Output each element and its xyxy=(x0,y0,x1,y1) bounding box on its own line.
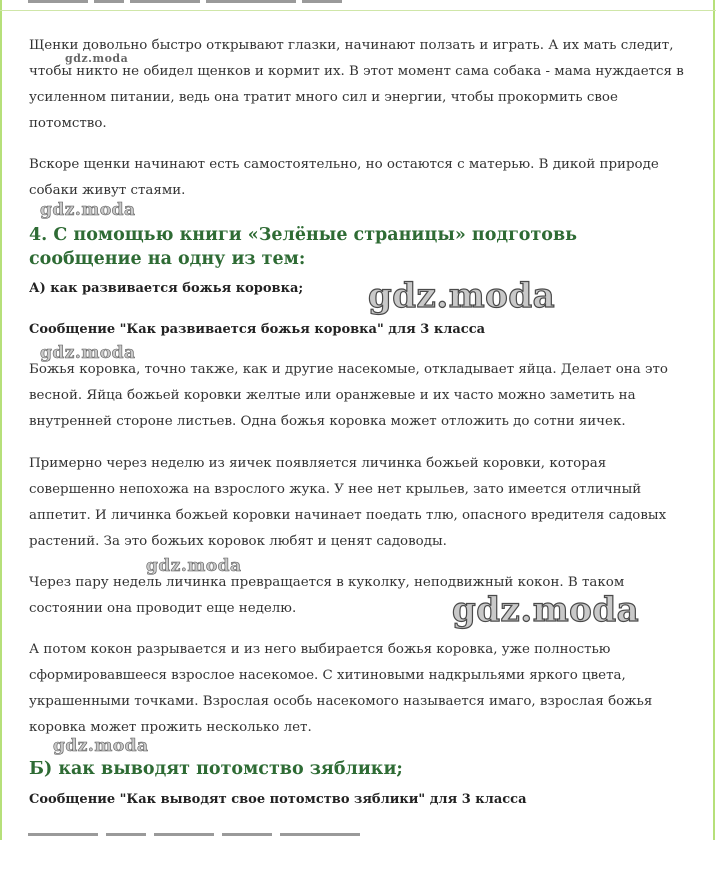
cut-off-text-bottom xyxy=(28,833,448,839)
paragraph-ladybug-2: Примерно через неделю из яичек появляется личинка божьей коровки, которая совершенно непохожа на взрослого жука. У нее нет крыльев, зато имеется отличный аппетит. И личинка божьей коровки начинает поедать тлю, опасного вредителя садовых растений. За это божьих коровок любят и ценят садоводы. xyxy=(29,456,667,549)
watermark: gdz.moda xyxy=(40,343,136,363)
paragraph-ladybug-3: Через пару недель личинка превращается в куколку, неподвижный кокон. В таком состоянии она проводит еще неделю. xyxy=(29,575,625,616)
message-a-title: Сообщение "Как развивается божья коровка" для 3 класса xyxy=(29,322,486,337)
watermark: gdz.moda xyxy=(452,590,640,630)
watermark: gdz.moda xyxy=(65,52,129,65)
watermark: gdz.moda xyxy=(368,276,556,316)
paragraph-puppies-1: Щенки довольно быстро открывают глазки, начинают ползать и играть. А их мать следит, чтобы никто не обидел щенков и кормит их. В этот момент сама собака - мама нуждается в усиленном питании, ведь она тратит много сил и энергии, чтобы прокормить свое потомство. xyxy=(29,38,684,131)
task-4-heading: 4. С помощью книги «Зелёные страницы» подготовь сообщение на одну из тем: xyxy=(29,225,578,269)
top-divider xyxy=(0,10,716,11)
paragraph-puppies-2: Вскоре щенки начинают есть самостоятельно, но остаются с матерью. В дикой природе собаки живут стаями. xyxy=(29,157,659,198)
left-border xyxy=(0,0,2,840)
option-a-label: А) как развивается божья коровка; xyxy=(29,281,304,296)
watermark: gdz.moda xyxy=(40,200,136,220)
watermark: gdz.moda xyxy=(146,556,242,576)
cut-off-text-top xyxy=(28,0,428,6)
right-border xyxy=(713,0,715,840)
paragraph-ladybug-1: Божья коровка, точно также, как и другие насекомые, откладывает яйца. Делает она это весной. Яйца божьей коровки желтые или оранжевые и их часто можно заметить на внутренней стороне листьев. Одна божья коровка может отложить до сотни яичек. xyxy=(29,362,668,429)
watermark: gdz.moda xyxy=(53,736,149,756)
paragraph-ladybug-4: А потом кокон разрывается и из него выбирается божья коровка, уже полностью сформировавшееся взрослое насекомое. С хитиновыми надкрыльями яркого цвета, украшенными точками. Взрослая особь насекомого называется имаго, взрослая божья коровка может прожить несколько лет. xyxy=(29,642,653,735)
option-b-heading: Б) как выводят потомство зяблики; xyxy=(29,759,403,779)
message-b-title: Сообщение "Как выводят свое потомство зяблики" для 3 класса xyxy=(29,792,527,807)
